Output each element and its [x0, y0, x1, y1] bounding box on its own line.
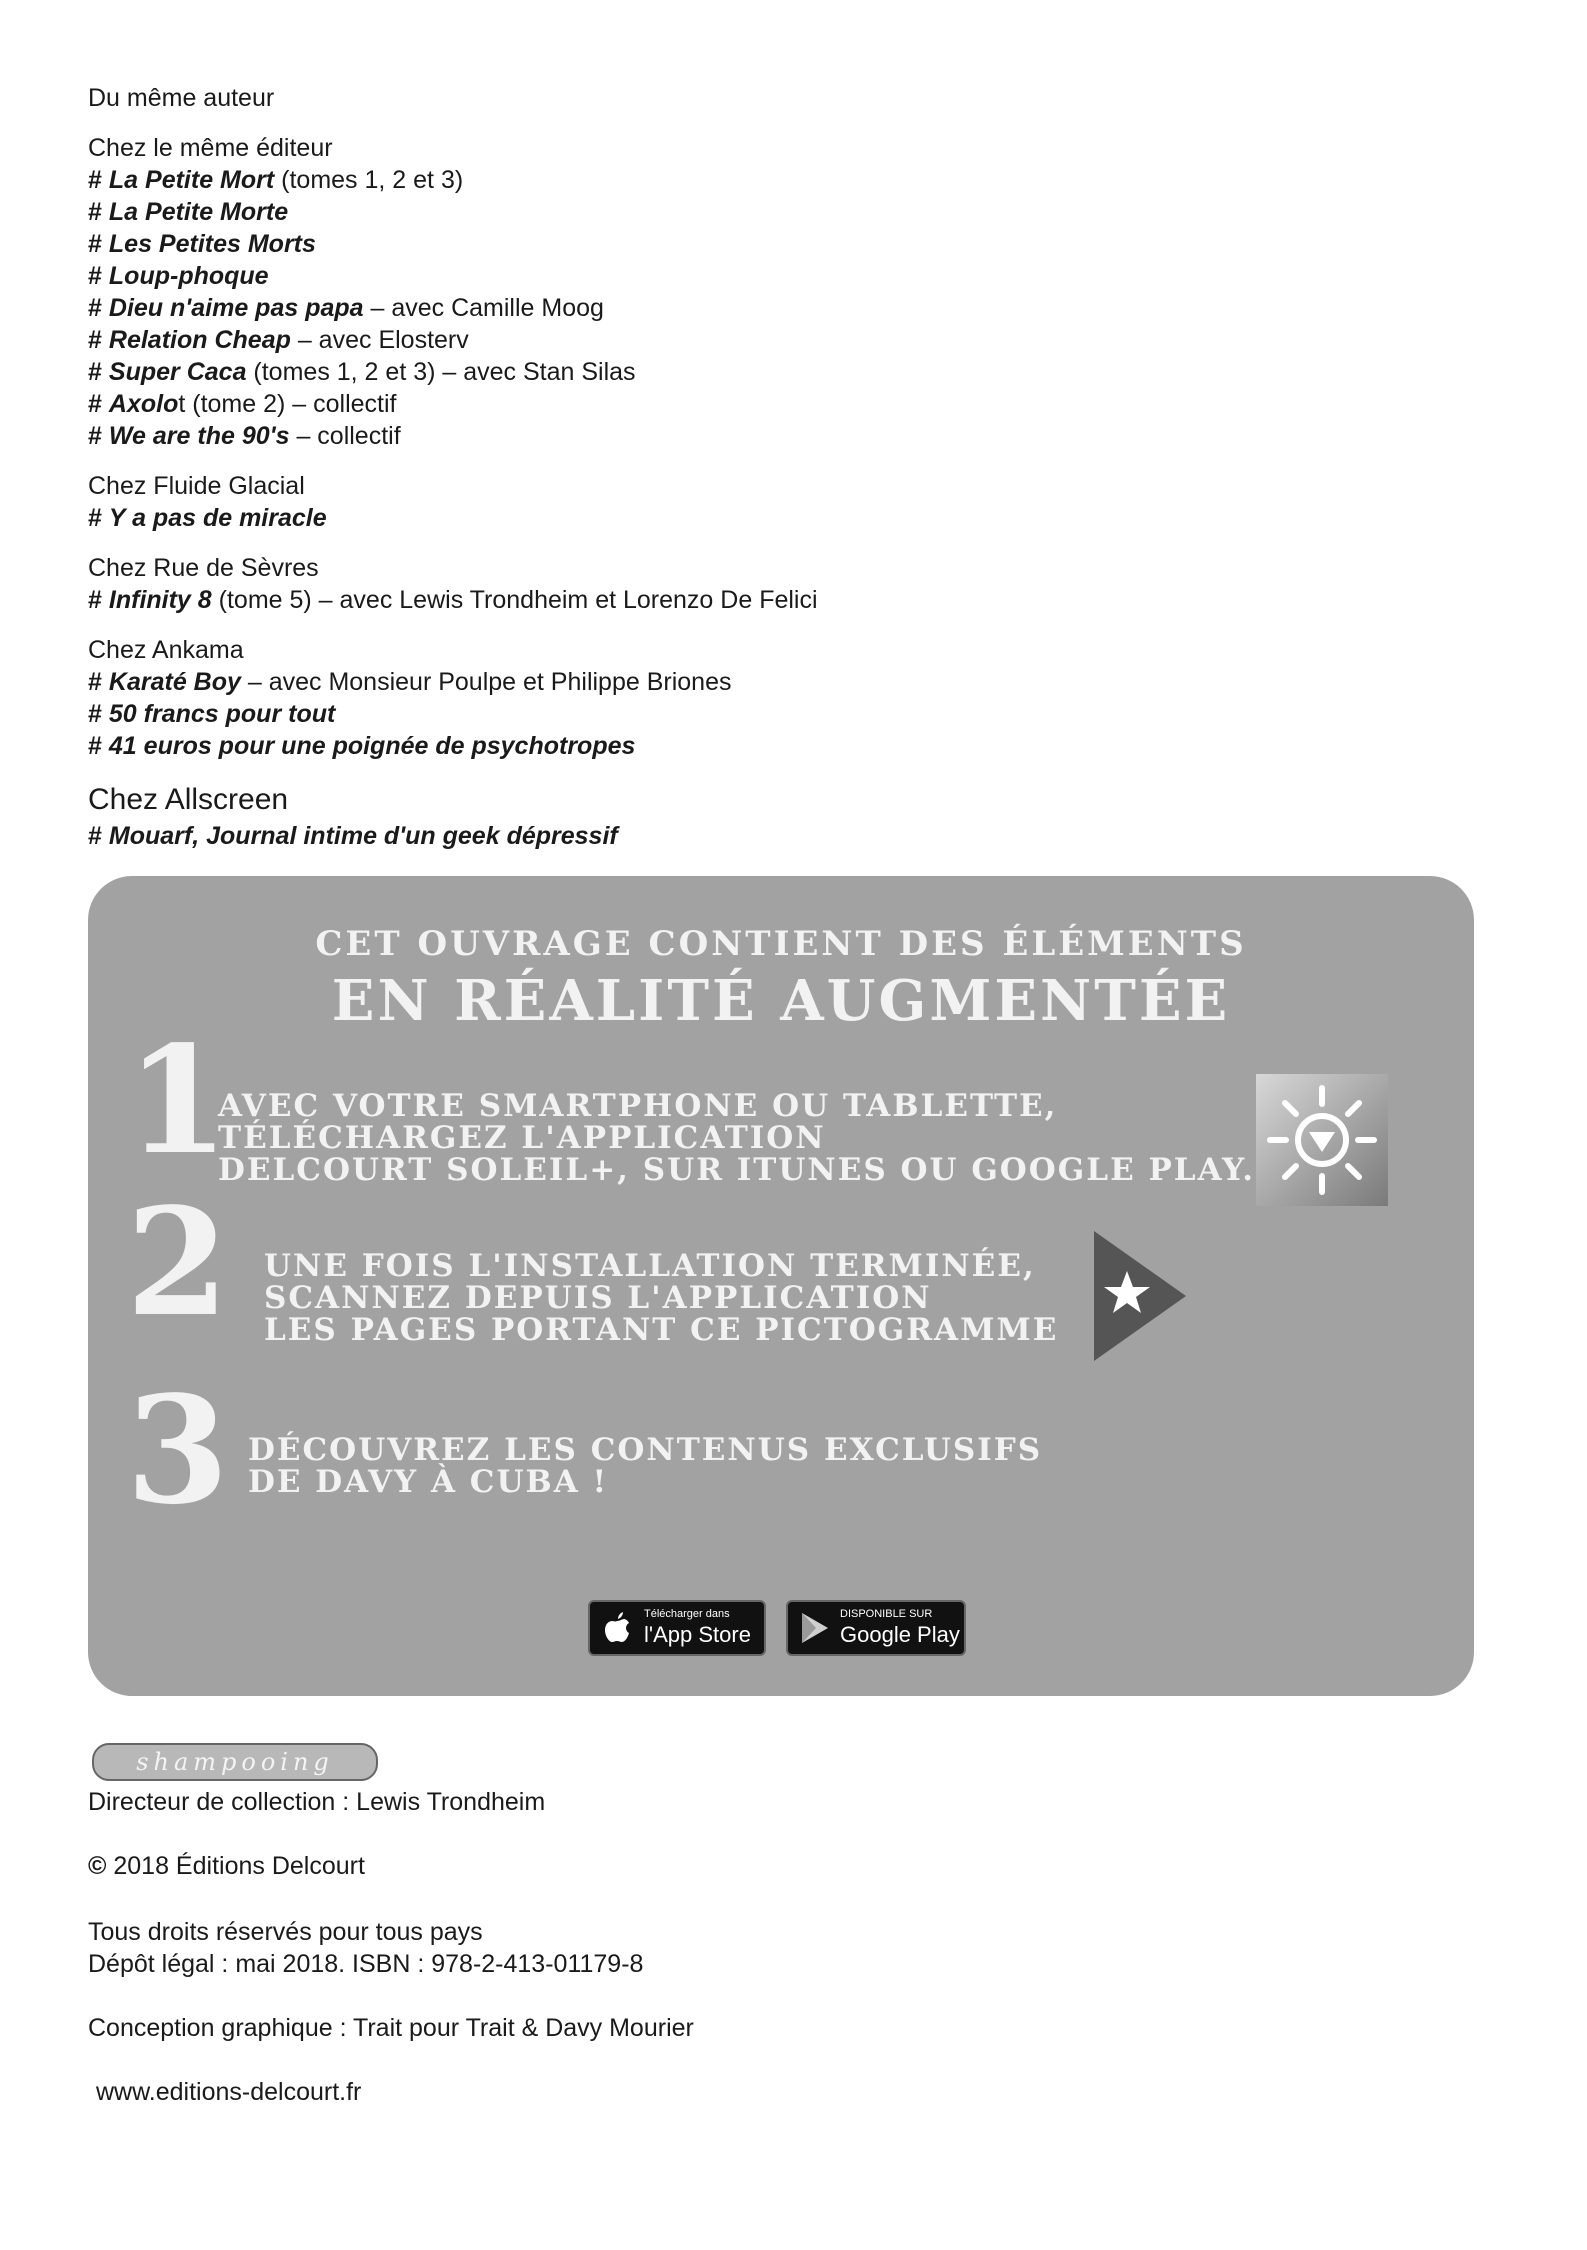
book-title: Dieu n'aime pas papa: [108, 294, 364, 322]
graphic-design-credit: Conception graphique : Trait pour Trait & Davy Mourier: [88, 2014, 694, 2042]
book-title: 50 francs pour tout: [108, 700, 336, 728]
soleil-app-icon: [1256, 1074, 1388, 1206]
step-2-text: [264, 1250, 1058, 1346]
book-entry: [88, 196, 1288, 228]
publisher-name: Chez Ankama: [88, 636, 244, 664]
book-note: (tomes 1, 2 et 3): [274, 166, 464, 194]
publisher-section: [88, 552, 1288, 616]
book-title: Infinity 8: [108, 586, 212, 614]
publisher-name: Chez le même éditeur: [88, 134, 333, 162]
book-entry: [88, 228, 1288, 260]
copyright-icon: ©: [88, 1852, 107, 1880]
book-title: Axolo: [108, 390, 179, 418]
copyright-line: [88, 1850, 365, 1882]
app-store-label: l'App Store: [644, 1622, 751, 1647]
website-link[interactable]: www.editions-delcourt.fr: [96, 2078, 362, 2106]
book-note: t (tome 2) – collectif: [178, 390, 397, 418]
step-1-text: [218, 1090, 1255, 1186]
book-entry: [88, 324, 1288, 356]
book-entry: [88, 420, 1288, 452]
copyright-text: 2018 Éditions Delcourt: [113, 1852, 365, 1880]
book-title: Loup-phoque: [108, 262, 269, 290]
book-entry: [88, 388, 1288, 420]
step-3-line: DÉCOUVREZ LES CONTENUS EXCLUSIFS: [248, 1432, 1043, 1468]
book-note: – avec Monsieur Poulpe et Philippe Briones: [240, 668, 732, 696]
collection-director: Directeur de collection : Lewis Trondheim: [88, 1788, 546, 1816]
step-1-line: DELCOURT SOLEIL+, SUR ITUNES OU GOOGLE PLAY.: [218, 1152, 1256, 1188]
shampooing-logo: shampooing: [92, 1743, 378, 1781]
step-1-line: TÉLÉCHARGEZ L'APPLICATION: [218, 1120, 826, 1156]
google-play-label: Google Play: [840, 1622, 960, 1647]
book-title: Relation Cheap: [108, 326, 291, 354]
publisher-name: Chez Fluide Glacial: [88, 472, 305, 500]
book-title: Karaté Boy: [108, 668, 241, 696]
book-note: – collectif: [289, 422, 401, 450]
bibliography-heading: Du même auteur: [88, 84, 275, 112]
book-entry: [88, 698, 1288, 730]
book-note: – avec Elosterv: [290, 326, 469, 354]
publisher-sections: [88, 132, 1288, 852]
book-note: (tome 5) – avec Lewis Trondheim et Lorenzo De Felici: [211, 586, 818, 614]
book-entry: [88, 260, 1288, 292]
book-note: (tomes 1, 2 et 3) – avec Stan Silas: [246, 358, 636, 386]
step-2-line: UNE FOIS L'INSTALLATION TERMINÉE,: [264, 1248, 1036, 1284]
hash-bullet-icon: #: [88, 198, 102, 226]
hash-bullet-icon: #: [88, 732, 102, 760]
hash-bullet-icon: #: [88, 422, 102, 450]
legal-deposit: Dépôt légal : mai 2018. ISBN : 978-2-413-01179-8: [88, 1950, 644, 1978]
step-2-line: LES PAGES PORTANT CE PICTOGRAMME: [264, 1312, 1059, 1348]
app-store-small-label: Télécharger dans: [644, 1608, 730, 1620]
publisher-section: [88, 470, 1288, 534]
ar-header-line1: CET OUVRAGE CONTIENT DES ÉLÉMENTS: [315, 924, 1247, 964]
book-entry: [88, 356, 1288, 388]
hash-bullet-icon: #: [88, 586, 102, 614]
book-entry: [88, 502, 1288, 534]
step-1-line: AVEC VOTRE SMARTPHONE OU TABLETTE,: [218, 1088, 1058, 1124]
book-title: La Petite Mort: [108, 166, 275, 194]
step-2-line: SCANNEZ DEPUIS L'APPLICATION: [264, 1280, 932, 1316]
publisher-name: Chez Allscreen: [88, 783, 289, 816]
hash-bullet-icon: #: [88, 166, 102, 194]
book-title: Super Caca: [108, 358, 247, 386]
book-title: Mouarf, Journal intime d'un geek dépressif: [108, 822, 618, 850]
step-1-number: 1: [126, 1013, 229, 1187]
hash-bullet-icon: #: [88, 262, 102, 290]
publisher-section: [88, 780, 1288, 852]
step-3-line: DE DAVY À CUBA !: [248, 1464, 609, 1500]
hash-bullet-icon: #: [88, 668, 102, 696]
augmented-reality-box: [88, 876, 1474, 1696]
book-entry: [88, 820, 1288, 852]
book-entry: [88, 164, 1288, 196]
book-entry: [88, 666, 1288, 698]
book-title: We are the 90's: [108, 422, 290, 450]
app-store-badge[interactable]: [588, 1600, 766, 1656]
rights-line: Tous droits réservés pour tous pays: [88, 1918, 483, 1946]
google-play-small-label: DISPONIBLE SUR: [840, 1608, 933, 1620]
hash-bullet-icon: #: [88, 390, 102, 418]
google-play-badge[interactable]: [786, 1600, 966, 1656]
hash-bullet-icon: #: [88, 294, 102, 322]
book-title: La Petite Morte: [108, 198, 289, 226]
hash-bullet-icon: #: [88, 504, 102, 532]
publisher-name: Chez Rue de Sèvres: [88, 554, 319, 582]
bibliography: [88, 82, 1288, 852]
hash-bullet-icon: #: [88, 326, 102, 354]
book-note: – avec Camille Moog: [363, 294, 604, 322]
publisher-section: [88, 132, 1288, 452]
book-title: Y a pas de miracle: [108, 504, 327, 532]
publisher-section: [88, 634, 1288, 762]
step-3-text: [248, 1434, 1042, 1498]
apple-icon: [604, 1612, 630, 1644]
book-entry: [88, 730, 1288, 762]
book-title: 41 euros pour une poignée de psychotropes: [108, 732, 636, 760]
ar-header-line2: EN RÉALITÉ AUGMENTÉE: [331, 968, 1231, 1034]
book-entry: [88, 292, 1288, 324]
google-play-icon: [800, 1612, 830, 1644]
step-3-number: 3: [126, 1363, 229, 1537]
hash-bullet-icon: #: [88, 700, 102, 728]
star-pictogram-icon: [1094, 1231, 1186, 1361]
hash-bullet-icon: #: [88, 822, 102, 850]
book-title: Les Petites Morts: [108, 230, 316, 258]
book-entry: [88, 584, 1288, 616]
hash-bullet-icon: #: [88, 230, 102, 258]
hash-bullet-icon: #: [88, 358, 102, 386]
step-2-number: 2: [126, 1175, 229, 1349]
